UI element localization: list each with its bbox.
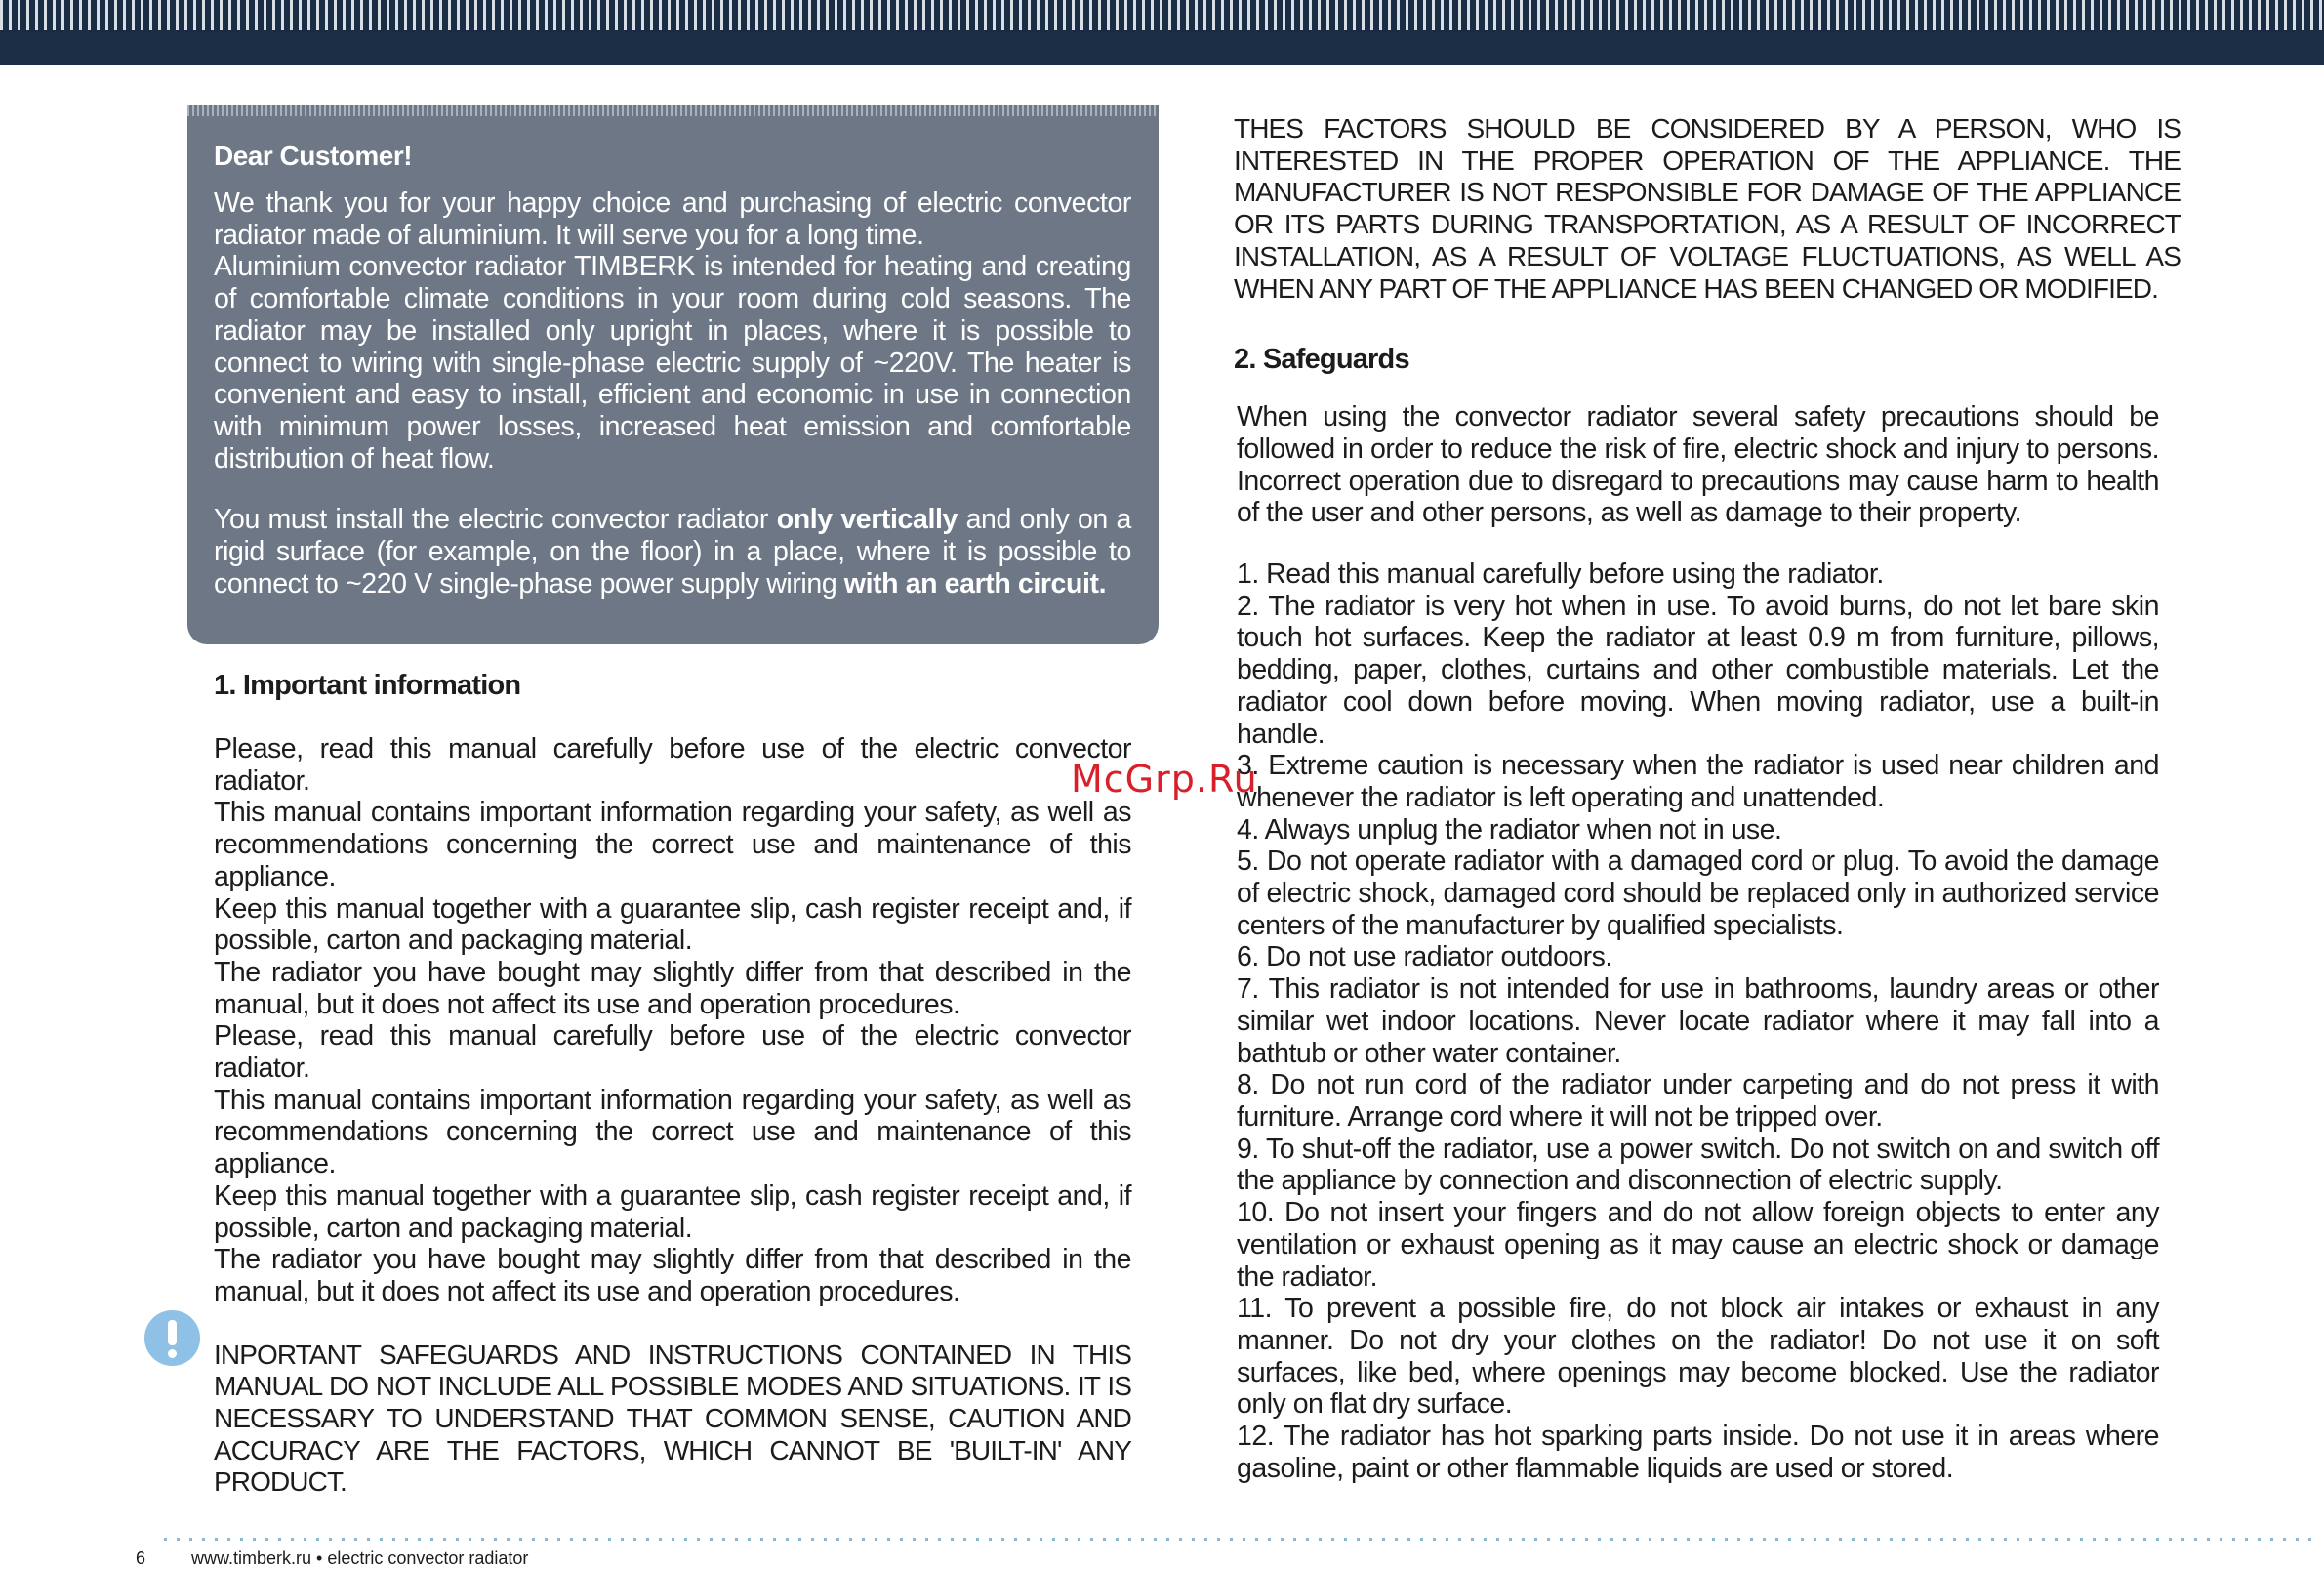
safeguard-item: 7. This radiator is not intended for use in bathrooms, laundry areas or other similar wet indoor locations. Never locate radiator where it may fall into a bathtub or other water container.: [1237, 973, 2159, 1069]
safeguard-item: 1. Read this manual carefully before using the radiator.: [1237, 558, 1884, 591]
welcome-emphasis-vertical: only vertically: [776, 504, 958, 536]
footer-url: www.timberk.ru • electric convector radiator: [191, 1548, 529, 1568]
safeguard-item: 11. To prevent a possible fire, do not block air intakes or exhaust in any manner. Do not dry your clothes on the radiator! Do not use it on soft surfaces, like bed, where openings may become blocked. Use the radiator only on flat dry surface.: [1237, 1293, 2159, 1421]
important-line: The radiator you have bought may slightly differ from that described in the manual, but it does not affect its use and operation procedures.: [214, 1244, 1131, 1307]
important-title: 1. Important information: [214, 670, 521, 701]
important-line: The radiator you have bought may slightly differ from that described in the manual, but it does not affect its use and operation procedures.: [214, 956, 1131, 1020]
safeguard-item: 6. Do not use radiator outdoors.: [1237, 941, 1612, 973]
safeguard-item: 5. Do not operate radiator with a damaged cord or plug. To avoid the damage of electric shock, damaged cord should be replaced only in authorized service centers of the manufacturer by qualified specialists.: [1237, 846, 2159, 941]
welcome-box: [187, 105, 1159, 644]
welcome-heading: Dear Customer!: [214, 141, 413, 171]
exclamation-bar: [168, 1320, 177, 1345]
welcome-para-3-c: and only on a rigid surface (for example, on the floor) in a place, where it is possible to connect to ~220 V single-phase power supply wiring: [214, 504, 1131, 599]
safeguard-item: 8. Do not run cord of the radiator under carpeting and do not press it with furniture. Arrange cord where it will not be tripped over.: [1237, 1069, 2159, 1133]
important-section: [214, 670, 1131, 1499]
safeguard-item: 12. The radiator has hot sparking parts inside. Do not use it in areas where gasoline, paint or other flammable liquids are used or stored.: [1237, 1421, 2159, 1484]
safeguard-item: 3. Extreme caution is necessary when the radiator is used near children and whenever the radiator is left operating and unattended.: [1237, 750, 2159, 813]
important-line: This manual contains important information regarding your safety, as well as recommendations concerning the correct use and maintenance of this appliance.: [214, 797, 1131, 892]
header-band: [0, 0, 2324, 65]
welcome-para-3-a: You must install the electric convector radiator: [214, 504, 777, 536]
safeguard-item: 9. To shut-off the radiator, use a power switch. Do not switch on and switch off the appliance by connection and disconnection of electric supply.: [1237, 1133, 2159, 1197]
welcome-box-stripe: [187, 105, 1159, 116]
welcome-para-3: [214, 504, 1131, 599]
warning-block: [214, 1340, 1131, 1500]
welcome-emphasis-earth: with an earth circuit.: [843, 567, 1107, 599]
exclamation-dot: [168, 1349, 177, 1358]
watermark: McGrp.Ru: [1071, 758, 1258, 801]
important-line: Keep this manual together with a guarantee slip, cash register receipt and, if possible, carton and packaging material.: [214, 1179, 1131, 1244]
manufacturer-disclaimer: [1234, 113, 2181, 305]
exclamation-icon: [144, 1310, 200, 1366]
warning-text: INPORTANT SAFEGUARDS AND INSTRUCTIONS CONTAINED IN THIS MANUAL DO NOT INCLUDE ALL POSSIBLE MODES AND SITUATIONS. IT IS NECESSARY TO UNDERSTAND THAT COMMON SENSE, CAUTION AND ACCURACY ARE THE FACTORS, WHICH CANNOT BE 'BUILT-IN' ANY PRODUCT.: [214, 1339, 1131, 1498]
safeguard-item: 2. The radiator is very hot when in use. To avoid burns, do not let bare skin touch hot surfaces. Keep the radiator at least 0.9 m from furniture, pillows, bedding, paper, clothes, curtains and other combustible materials. Let the radiator cool down before moving. When moving radiator, use a built-in handle.: [1237, 590, 2159, 750]
disclaimer-text: THES FACTORS SHOULD BE CONSIDERED BY A PERSON, WHO IS INTERESTED IN THE PROPER OPERATION OF THE APPLIANCE. THE MANUFACTURER IS NOT RESPONSIBLE FOR DAMAGE OF THE APPLIANCE OR ITS PARTS DURING TRANSPORTATION, AS A RESULT OF INCORRECT INSTALLATION, AS A RESULT OF VOLTAGE FLUCTUATIONS, AS WELL AS WHEN ANY PART OF THE APPLIANCE HAS BEEN CHANGED OR MODIFIED.: [1234, 113, 2181, 304]
safeguard-item: 4. Always unplug the radiator when not in use.: [1237, 813, 1782, 846]
header-tick-pattern: [0, 0, 2324, 30]
safeguard-item: 10. Do not insert your fingers and do not allow foreign objects to enter any ventilation or exhaust opening as it may cause an electric shock or damage the radiator.: [1237, 1197, 2159, 1293]
safeguards-intro: When using the convector radiator several safety precautions should be followed in order to reduce the risk of fire, electric shock and injury to persons. Incorrect operation due to disregard to precautions may cause harm to health of the user and other persons, as well as damage to their property.: [1237, 401, 2159, 529]
welcome-para-1: We thank you for your happy choice and purchasing of electric convector radiator made of aluminium. It will serve you for a long time.: [214, 187, 1131, 251]
important-line: Please, read this manual carefully before use of the electric convector radiator.: [214, 733, 1131, 797]
page-number: 6: [136, 1548, 146, 1568]
important-line: Keep this manual together with a guarantee slip, cash register receipt and, if possible, carton and packaging material.: [214, 892, 1131, 957]
important-body: [214, 733, 1131, 1308]
important-line: This manual contains important information regarding your safety, as well as recommendations concerning the correct use and maintenance of this appliance.: [214, 1084, 1131, 1180]
welcome-para-2: Aluminium convector radiator TIMBERK is intended for heating and creating of comfortable climate conditions in your room during cold seasons. The radiator may be installed only upright in places, where it is possible to connect to wiring with single-phase electric supply of ~220V. The heater is convenient and easy to install, efficient and economic in use in connection with minimum power losses, increased heat emission and comfortable distribution of heat flow.: [214, 251, 1131, 475]
welcome-gap: [214, 475, 1131, 504]
important-line: Please, read this manual carefully before use of the electric convector radiator.: [214, 1020, 1131, 1085]
footer-dotted-rule: [164, 1538, 2311, 1541]
safeguards-title: 2. Safeguards: [1234, 344, 1409, 376]
right-column: [1234, 113, 2181, 1484]
safeguards-body: [1237, 401, 2159, 1484]
